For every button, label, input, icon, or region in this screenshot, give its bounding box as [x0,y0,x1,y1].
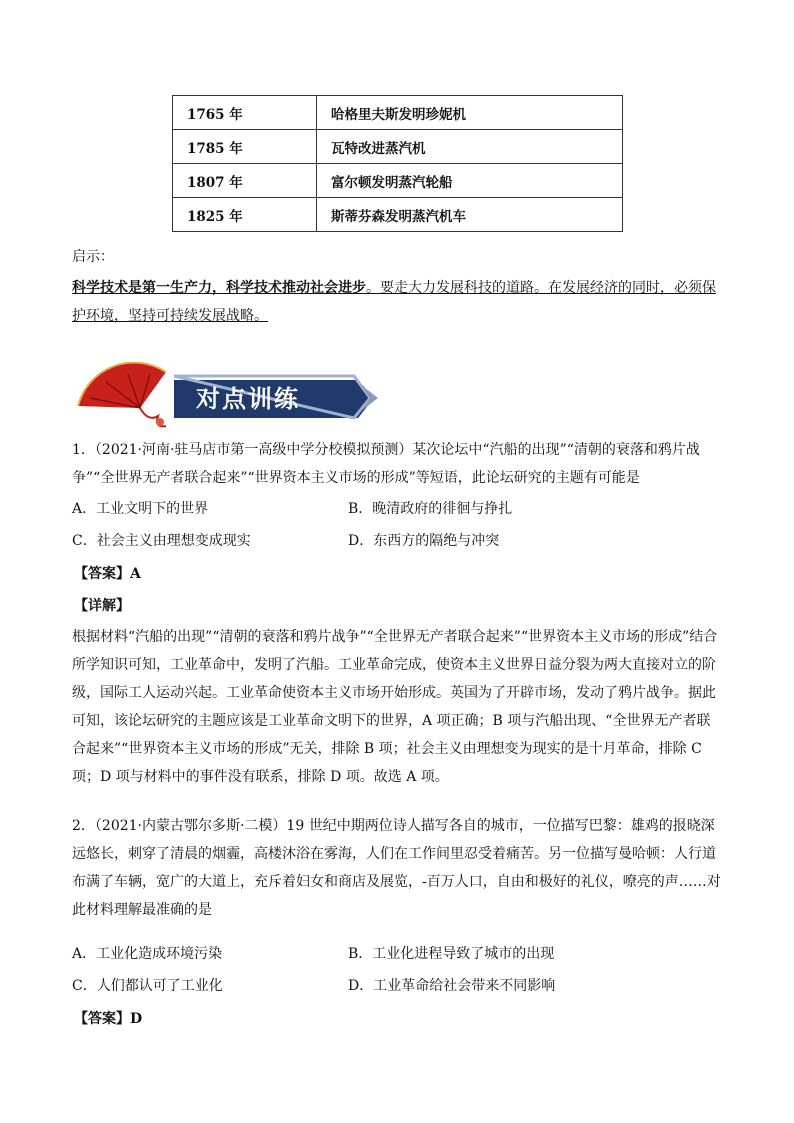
table-row [173,130,623,164]
year-cell: 1765 年 [173,96,317,130]
hint-rest-text: 。要走大力发展科技的道路。在发展经济的同时，必须保护环境，坚持可持续发展战略。 [72,280,716,324]
year-cell: 1825 年 [173,198,317,232]
table-row [173,198,623,232]
q1-detail-label: 【详解】 [74,598,130,614]
q2-answer: 【答案】D [74,1011,143,1027]
q1-option-b: B．晚清政府的徘徊与挣扎 [348,501,513,517]
q1-option-a: A．工业文明下的世界 [72,501,209,517]
event-cell: 瓦特改进蒸汽机 [317,130,623,164]
year-cell: 1785 年 [173,130,317,164]
invention-table [172,95,623,232]
hint-label: 启示： [72,249,114,265]
q1-answer: 【答案】A [74,566,141,582]
event-cell: 哈格里夫斯发明珍妮机 [317,96,623,130]
event-cell: 斯蒂芬森发明蒸汽机车 [317,198,623,232]
q2-option-b: B．工业化进程导致了城市的出现 [348,946,555,962]
hint-bold-text: 科学技术是第一生产力，科学技术推动社会进步 [72,280,366,296]
hint-text [72,274,724,330]
q2-option-c: C．人们都认可了工业化 [72,978,223,994]
q1-option-d: D．东西方的隔绝与冲突 [348,533,500,549]
table-row [173,96,623,130]
year-cell: 1807 年 [173,164,317,198]
fan-icon [78,362,166,426]
q1-stem: 1．（2021·河南·驻马店市第一高级中学分校模拟预测）某次论坛中“汽船的出现”“清朝的衰落和鸦片战争”“全世界无产者联合起来”“世界资本主义市场的形成”等短语，此论坛研究的主题有可能是 [72,442,700,486]
q2-option-d: D．工业革命给社会带来不同影响 [348,978,556,994]
table-row [173,164,623,198]
q1-option-c: C．社会主义由理想变成现实 [72,533,251,549]
q2-stem: 2．（2021·内蒙古鄂尔多斯·二模）19 世纪中期两位诗人描写各自的城市，一位描写巴黎：雄鸡的报晓深远悠长，刺穿了清晨的烟霾，高楼沐浴在雾海，人们在工作间里忍受着痛苦。另一位描写曼哈顿：人行道布满了车辆，宽广的大道上，充斥着妇女和商店及展览，-百万人口，自由和极好的礼仪，嘹亮的声……对此材料理解最准确的是 [72,818,721,918]
q2-option-a: A．工业化造成环境污染 [72,946,223,962]
q1-detail: 根据材料“汽船的出现”“清朝的衰落和鸦片战争”“全世界无产者联合起来”“世界资本主义市场的形成”结合所学知识可知，工业革命中，发明了汽船。工业革命完成，使资本主义世界日益分裂为两大直接对立的阶级，国际工人运动兴起。工业革命使资本主义市场开始形成。英国为了开辟市场，发动了鸦片战争。据此可知，该论坛研究的主题应该是工业革命文明下的世界，A 项正确；B 项与汽船出现、“全世界无产者联合起来”“世界资本主义市场的形成”无关，排除 B 项；社会主义由理想变为现实的是十月革命，排除 C 项；D 项与材料中的事件没有联系，排除 D 项。故选 A 项。 [72,629,718,785]
event-cell: 富尔顿发明蒸汽轮船 [317,164,623,198]
banner-title: 对点训练 [196,385,300,413]
